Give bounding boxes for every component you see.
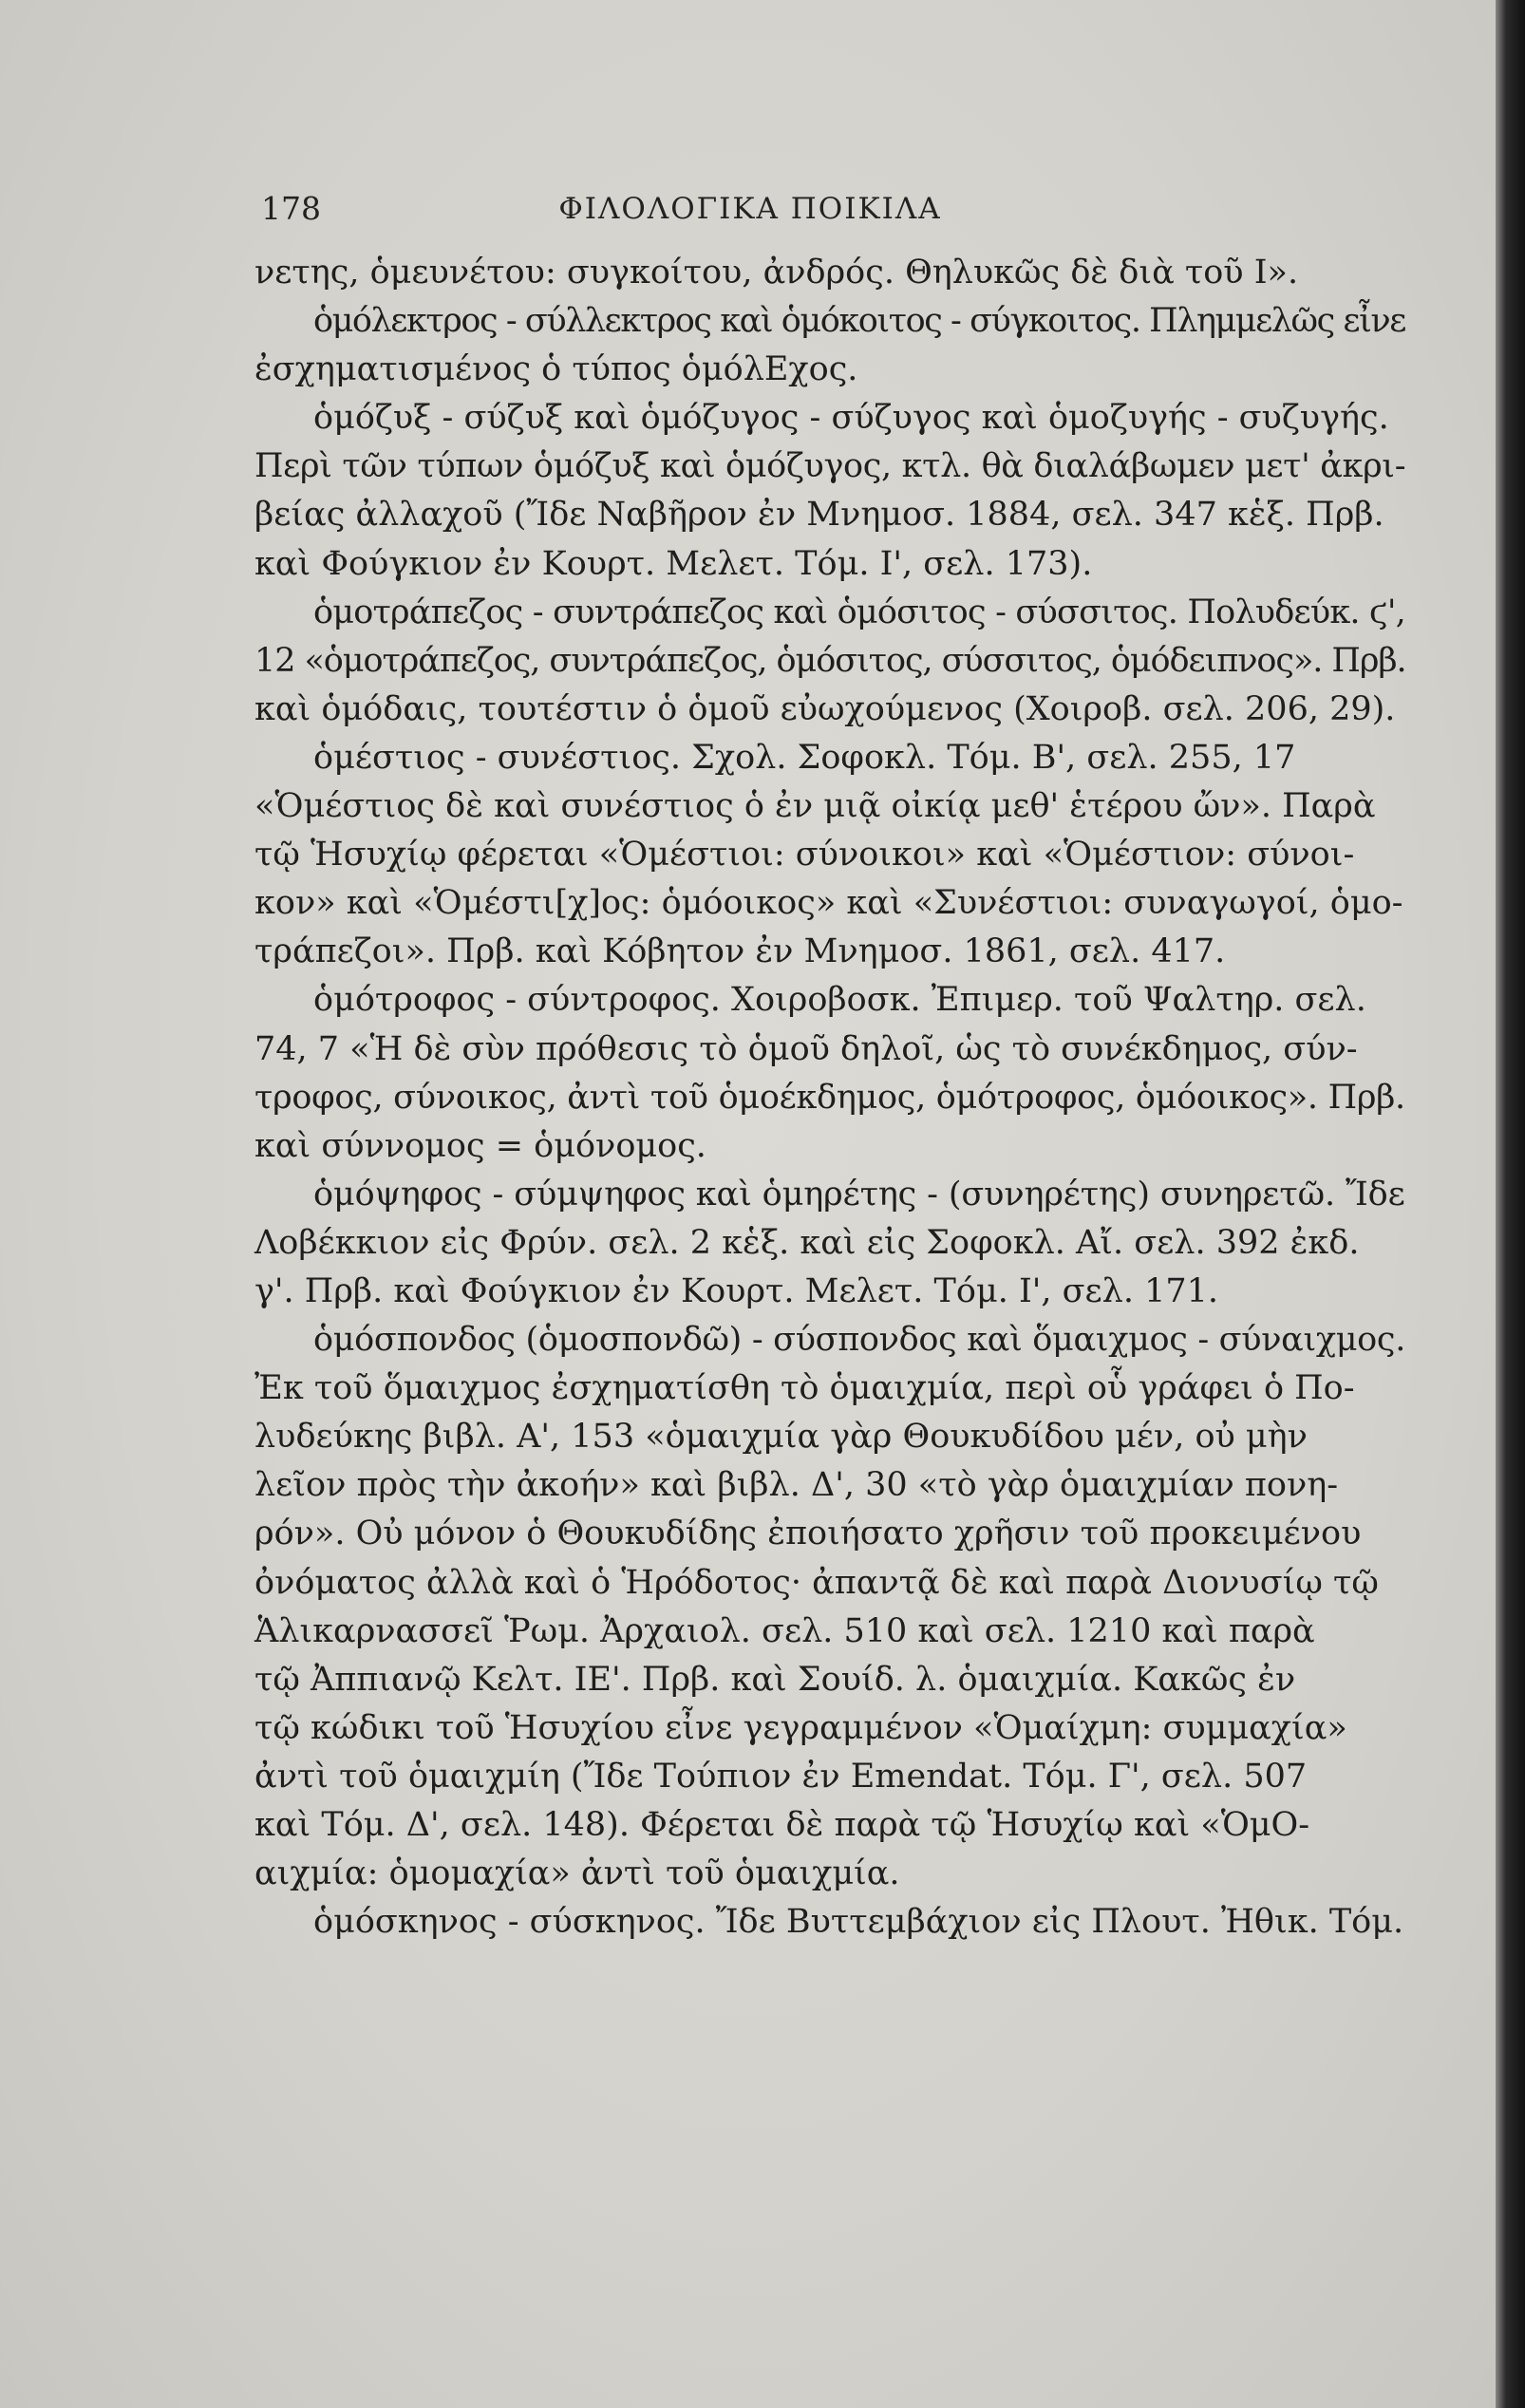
text-line: ὁμόζυξ - σύζυξ καὶ ὁμόζυγος - σύζυγος καὶ ὁμοζυγής - συζυγής. bbox=[313, 399, 1389, 438]
text-line: ὁμοτράπεζος - συντράπεζος καὶ ὁμόσιτος - σύσσιτος. Πολυδεύκ. ϛ', bbox=[313, 593, 1405, 631]
running-title: ΦΙΛΟΛΟΓΙΚΑ ΠΟΙΚΙΛΑ bbox=[558, 192, 942, 226]
text-line: καὶ Φούγκιον ἐν Κουρτ. Μελετ. Τόμ. Ι', σελ. 173). bbox=[254, 544, 1093, 583]
text-line: ὁμότροφος - σύντροφος. Χοιροβοσκ. Ἐπιμερ. τοῦ Ψαλτηρ. σελ. bbox=[313, 981, 1366, 1020]
text-line: τῷ Ἀππιανῷ Κελτ. ΙΕ'. Πρβ. καὶ Σουίδ. λ. ὁμαιχμία. Κακῶς ἐν bbox=[254, 1660, 1296, 1699]
text-line: βείας ἀλλαχοῦ (Ἴδε Ναβῆρον ἐν Μνημοσ. 1884, σελ. 347 κἑξ. Πρβ. bbox=[254, 496, 1384, 535]
text-line: νετης, ὁμευνέτου: συγκοίτου, ἀνδρός. Θηλυκῶς δὲ διὰ τοῦ Ι». bbox=[254, 254, 1299, 292]
text-line: γ'. Πρβ. καὶ Φούγκιον ἐν Κουρτ. Μελετ. Τόμ. Ι', σελ. 171. bbox=[254, 1271, 1219, 1310]
text-line: 12 «ὁμοτράπεζος, συντράπεζος, ὁμόσιτος, σύσσιτος, ὁμόδειπνος». Πρβ. bbox=[254, 641, 1406, 680]
text-line: κον» καὶ «Ὁμέστι[χ]ος: ὁμόοικος» καὶ «Συνέστιοι: συναγωγοί, ὁμο- bbox=[254, 884, 1403, 923]
text-line: καὶ σύννομος = ὁμόνομος. bbox=[254, 1126, 706, 1165]
text-line: Ἐκ τοῦ ὅμαιχμος ἐσχηματίσθη τὸ ὁμαιχμία, περὶ οὗ γράφει ὁ Πο- bbox=[254, 1369, 1355, 1408]
text-line: Περὶ τῶν τύπων ὁμόζυξ καὶ ὁμόζυγος, κτλ. θὰ διαλάβωμεν μετ' ἀκρι- bbox=[254, 447, 1406, 486]
text-line: τῷ κώδικι τοῦ Ἡσυχίου εἶνε γεγραμμένον «Ὁμαίχμη: συμμαχία» bbox=[254, 1708, 1347, 1747]
text-line: Ἁλικαρνασσεῖ Ῥωμ. Ἀρχαιολ. σελ. 510 καὶ σελ. 1210 καὶ παρὰ bbox=[254, 1611, 1315, 1650]
text-line: τροφος, σύνοικος, ἀντὶ τοῦ ὁμοέκδημος, ὁμότροφος, ὁμόοικος». Πρβ. bbox=[254, 1078, 1405, 1117]
text-line: ὁμόσπονδος (ὁμοσπονδῶ) - σύσπονδος καὶ ὅμαιχμος - σύναιχμος. bbox=[313, 1321, 1406, 1360]
text-line: τῷ Ἡσυχίῳ φέρεται «Ὁμέστιοι: σύνοικοι» καὶ «Ὁμέστιον: σύνοι- bbox=[254, 836, 1355, 875]
text-line: «Ὁμέστιος δὲ καὶ συνέστιος ὁ ἐν μιᾷ οἰκίᾳ μεθ' ἑτέρου ὤν». Παρὰ bbox=[254, 787, 1376, 826]
text-line: λυδεύκης βιβλ. Α', 153 «ὁμαιχμία γὰρ Θουκυδίδου μέν, οὐ μὴν bbox=[254, 1418, 1308, 1457]
text-line: Λοβέκκιον εἰς Φρύν. σελ. 2 κἑξ. καὶ εἰς Σοφοκλ. Αἴ. σελ. 392 ἐκδ. bbox=[254, 1223, 1360, 1262]
text-line: ὁμέστιος - συνέστιος. Σχολ. Σοφοκλ. Τόμ. Β', σελ. 255, 17 bbox=[313, 738, 1296, 777]
page-header bbox=[261, 190, 1239, 237]
page-body-text bbox=[254, 249, 1405, 1947]
text-line: 74, 7 «Ἡ δὲ σὺν πρόθεσις τὸ ὁμοῦ δηλοῖ, ὡς τὸ συνέκδημος, σύν- bbox=[254, 1029, 1358, 1068]
text-line: καὶ ὁμόδαις, τουτέστιν ὁ ὁμοῦ εὐωχούμενος (Χοιροβ. σελ. 206, 29). bbox=[254, 689, 1396, 728]
page-edge-shadow bbox=[1496, 0, 1525, 2408]
text-line: ἀντὶ τοῦ ὁμαιχμίη (Ἴδε Τούπιον ἐν Emendat. Τόμ. Γ', σελ. 507 bbox=[254, 1757, 1308, 1796]
text-line: ἐσχηματισμένος ὁ τύπος ὁμόλΕχος. bbox=[254, 350, 858, 389]
text-line: καὶ Τόμ. Δ', σελ. 148). Φέρεται δὲ παρὰ τῷ Ἡσυχίῳ καὶ «ὉμΟ- bbox=[254, 1806, 1310, 1844]
text-line: τράπεζοι». Πρβ. καὶ Κόβητον ἐν Μνημοσ. 1861, σελ. 417. bbox=[254, 932, 1226, 971]
text-line: λεῖον πρὸς τὴν ἀκοήν» καὶ βιβλ. Δ', 30 «τὸ γὰρ ὁμαιχμίαν πονη- bbox=[254, 1466, 1339, 1505]
text-line: ὁμόσκηνος - σύσκηνος. Ἴδε Βυττεμβάχιον εἰς Πλουτ. Ἠθικ. Τόμ. bbox=[313, 1903, 1404, 1942]
text-line: ὁμόλεκτρος - σύλλεκτρος καὶ ὁμόκοιτος - σύγκοιτος. Πλημμελῶς εἶνε bbox=[313, 302, 1405, 341]
text-line: ὁμόψηφος - σύμψηφος καὶ ὁμηρέτης - (συνηρέτης) συνηρετῶ. Ἴδε bbox=[313, 1175, 1405, 1213]
page-number: 178 bbox=[261, 190, 321, 227]
text-line: ρόν». Οὐ μόνον ὁ Θουκυδίδης ἐποιήσατο χρῆσιν τοῦ προκειμένου bbox=[254, 1514, 1362, 1553]
text-line: ὀνόματος ἀλλὰ καὶ ὁ Ἡρόδοτος· ἀπαντᾷ δὲ καὶ παρὰ Διονυσίῳ τῷ bbox=[254, 1563, 1379, 1602]
text-line: αιχμία: ὁμομαχία» ἀντὶ τοῦ ὁμαιχμία. bbox=[254, 1854, 900, 1893]
